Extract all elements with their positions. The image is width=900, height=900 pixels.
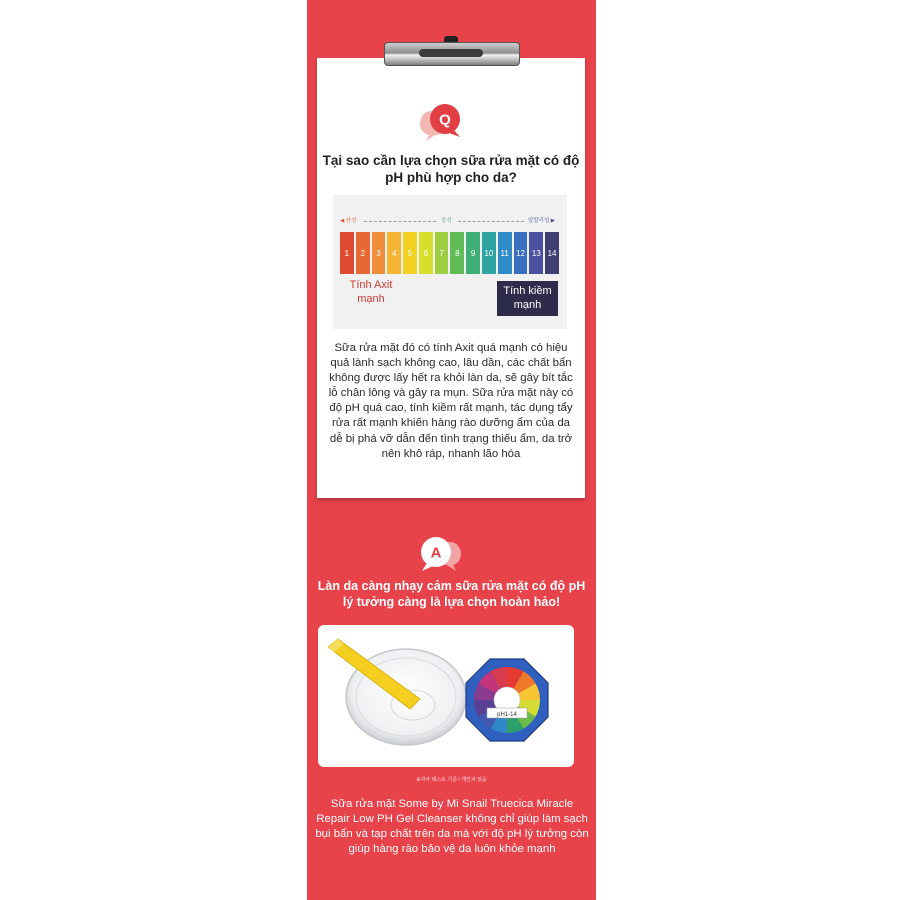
ph-swatch-11: 11 bbox=[498, 232, 512, 274]
ph-swatch-6: 6 bbox=[419, 232, 433, 274]
ph-swatch-2: 2 bbox=[356, 232, 370, 274]
svg-text:Q: Q bbox=[439, 111, 451, 129]
ph-swatch-8: 8 bbox=[450, 232, 464, 274]
ph-swatch-9: 9 bbox=[466, 232, 480, 274]
clipboard-clip-icon bbox=[384, 36, 518, 76]
ph-swatch-13: 13 bbox=[529, 232, 543, 274]
ph-test-photo bbox=[318, 625, 574, 767]
question-body-text: Sữa rửa mặt đó có tính Axit quá mạnh có hiệu quả lành sạch không cao, lâu dần, các chất bẩn không được lấy hết ra khỏi làn da, sẽ gây bít tắc lỗ chân lông và gây ra mụn. Sữa rửa mặt này có độ pH quá cao, tính kiềm rất mạnh, tác dụng tẩy rửa rất mạnh khiến hàng rào dưỡng ẩm của da dễ bị phá vỡ dẫn đến tình trạng thiếu ẩm, da trở nên khô ráp, nhanh lão hóa bbox=[328, 342, 574, 460]
ph-swatch-14: 14 bbox=[545, 232, 559, 274]
strong-alkaline-label: Tính kiềm mạnh bbox=[497, 281, 558, 316]
answer-title: Làn da càng nhạy cảm sữa rửa mặt có độ pH lý tưởng càng là lựa chọn hoàn hảo! bbox=[317, 579, 586, 609]
strong-acid-label: Tính Axit mạnh bbox=[349, 279, 393, 305]
answer-body-text: Sữa rửa mặt Some by Mi Snail Truecica Miracle Repair Low PH Gel Cleanser không chỉ giúp làm sạch bụi bẩn và tạp chất trên da mà với độ pH lý tưởng còn giúp hàng rào bảo vệ da luôn khỏe mạnh bbox=[315, 798, 589, 855]
ph-color-scale bbox=[340, 232, 559, 274]
ph-swatch-1: 1 bbox=[340, 232, 354, 274]
question-badge-icon bbox=[418, 99, 462, 143]
alkaline-label: 알칼리성 bbox=[528, 218, 550, 224]
acid-label: 산성 bbox=[345, 218, 357, 224]
neutral-label: 중성 bbox=[441, 218, 452, 224]
ph-swatch-7: 7 bbox=[435, 232, 449, 274]
ph-swatch-10: 10 bbox=[482, 232, 496, 274]
svg-text:A: A bbox=[430, 544, 442, 562]
question-title: Tại sao cần lựa chọn sữa rửa mặt có độ pH phù hợp cho da? bbox=[322, 153, 580, 185]
svg-text:pH1-14: pH1-14 bbox=[497, 712, 517, 718]
photo-footnote: ※자사 테스트 기준 / 개인차 있음 bbox=[416, 777, 487, 783]
ph-paper-roll bbox=[466, 659, 548, 741]
ph-test-illustration bbox=[318, 625, 574, 767]
ph-swatch-5: 5 bbox=[403, 232, 417, 274]
answer-badge-icon bbox=[418, 530, 462, 574]
ph-swatch-12: 12 bbox=[514, 232, 528, 274]
ph-swatch-4: 4 bbox=[387, 232, 401, 274]
ph-scale-legend: ◀ 산성 중성 알칼리성 ▶ bbox=[340, 218, 556, 224]
ph-swatch-3: 3 bbox=[372, 232, 386, 274]
